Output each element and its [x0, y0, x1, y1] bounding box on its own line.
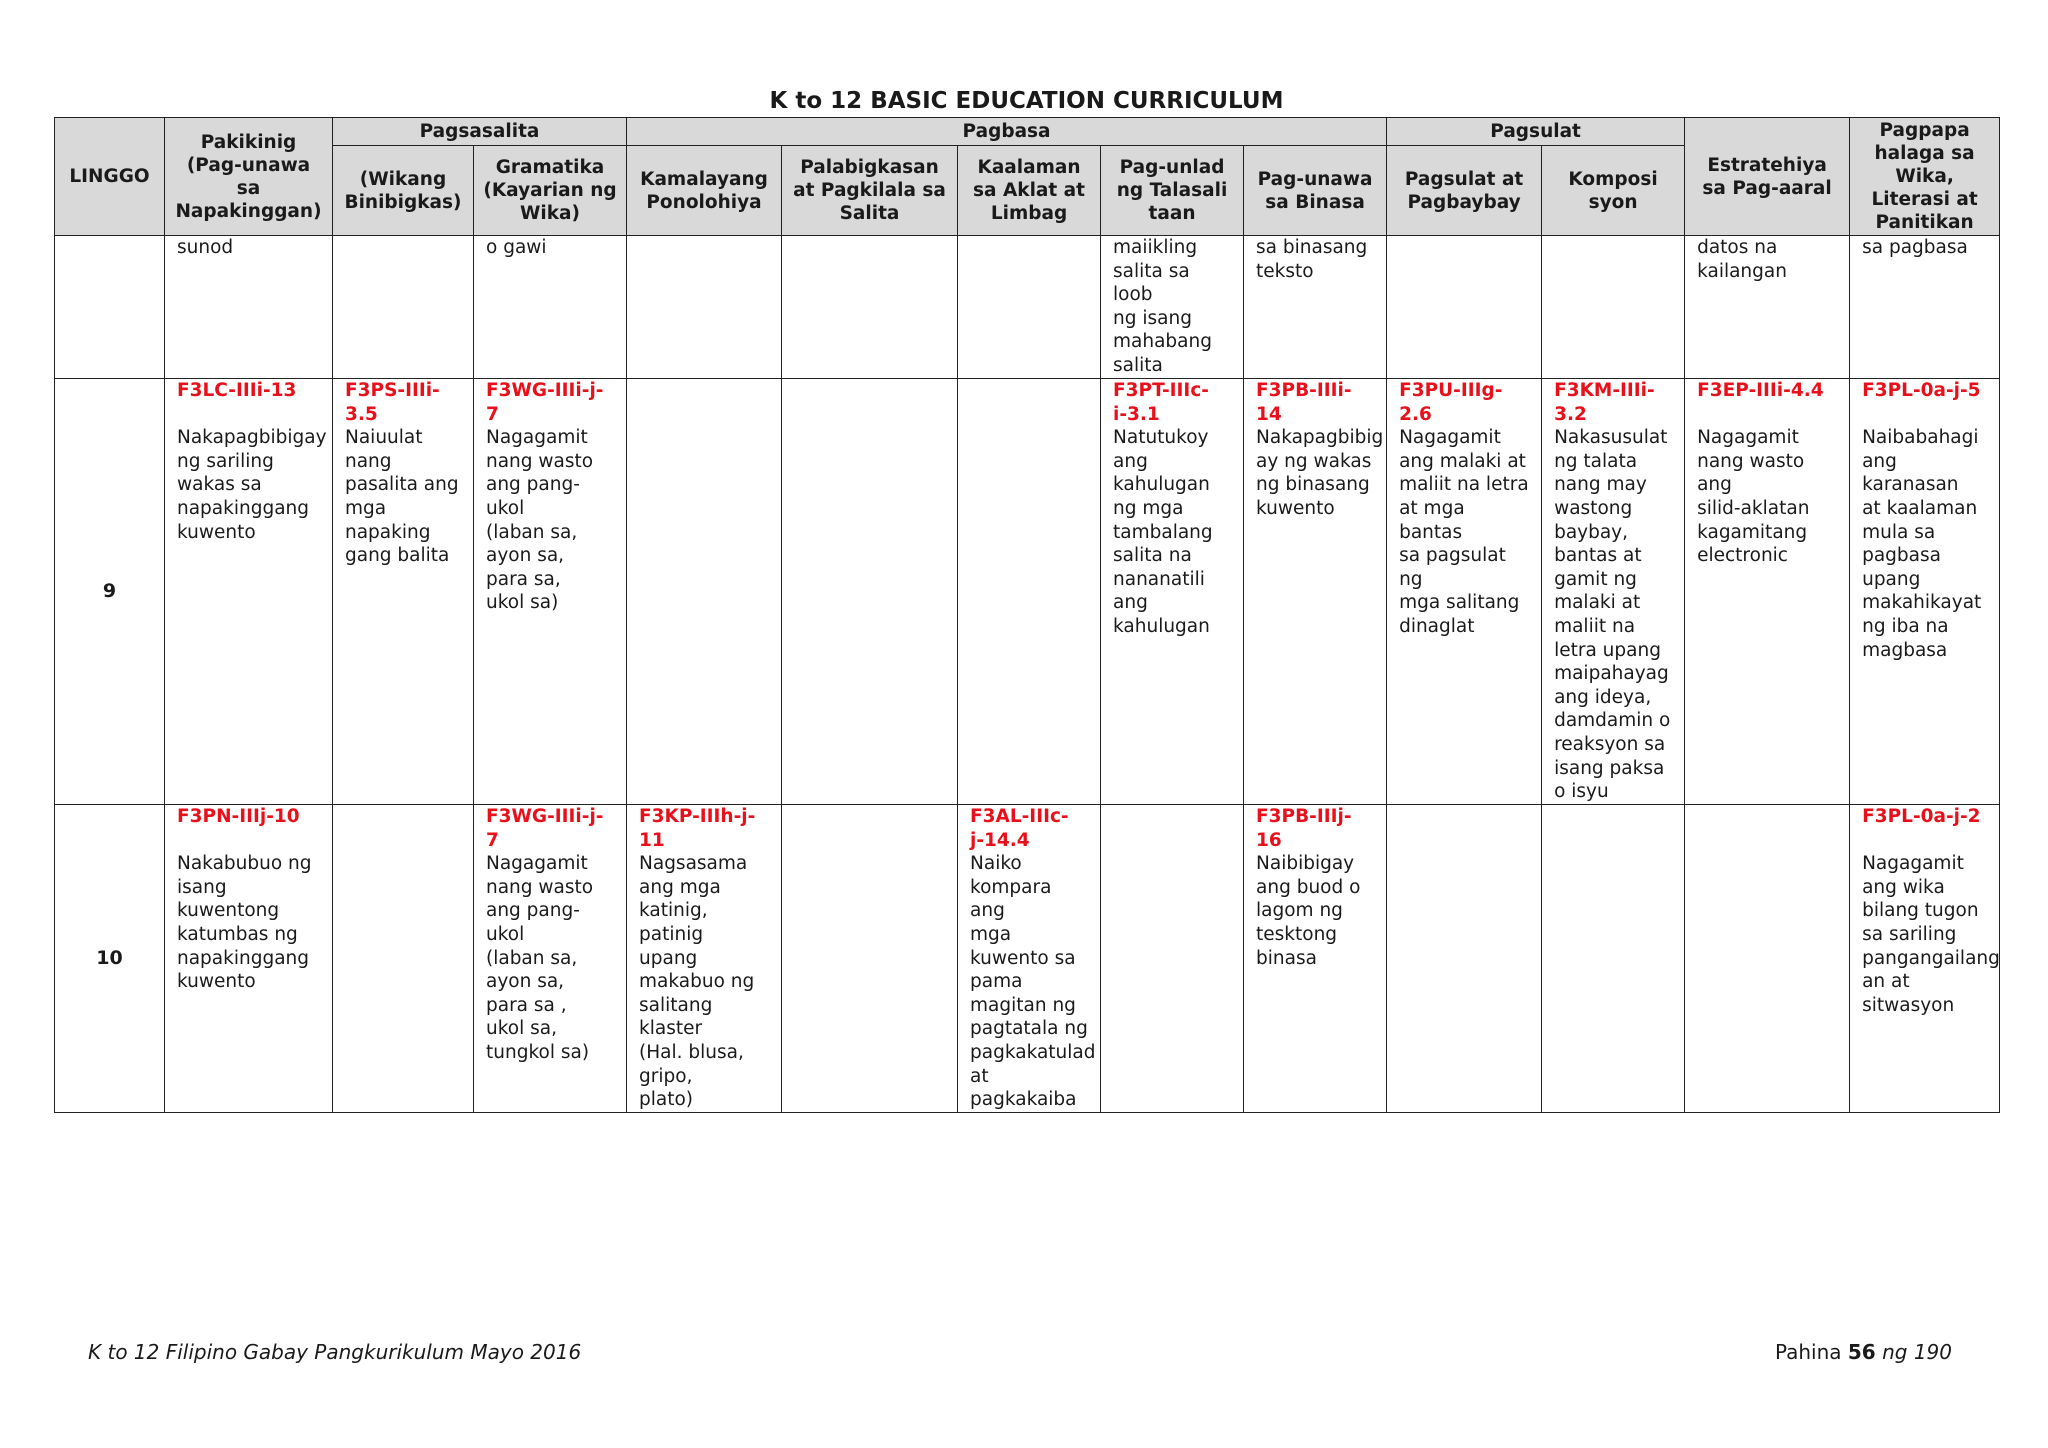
table-row [55, 379, 2000, 805]
table-cell [1101, 236, 1244, 379]
competency-code: F3PN-IIIj-10 [177, 806, 300, 827]
competency-code: F3PL-0a-j-2 [1862, 806, 1981, 827]
page-label: Pahina [1774, 1340, 1842, 1364]
table-cell [958, 379, 1101, 805]
table-cell [1685, 805, 1850, 1113]
competency-text: Nakasusulat ng talata nang may wastong baybay, bantas at gamit ng malaki at maliit na letra upang maipahayag ang ideya, damdamin o reaksyon sa isang paksa o isyu [1554, 427, 1671, 803]
competency-code: F3PB-IIIi- 14 [1256, 380, 1352, 425]
page-current: 56 [1847, 1340, 1876, 1364]
table-cell [1244, 236, 1387, 379]
header-pagsulat-at-pagbaybay: Pagsulat at Pagbaybay [1387, 146, 1542, 236]
competency-text: Naiuulat nang pasalita ang mga napaking gang balita [345, 427, 459, 567]
table-cell [958, 805, 1101, 1113]
page-total: ng 190 [1882, 1340, 1952, 1364]
competency-text: Nakapagbibig ay ng wakas ng binasang kuwento [1256, 427, 1384, 519]
table-cell [1387, 805, 1542, 1113]
competency-text: Natutukoy ang kahulugan ng mga tambalang salita na nananatili ang kahulugan [1113, 427, 1213, 637]
table-cell [1101, 805, 1244, 1113]
competency-text: Naiko kompara ang mga kuwento sa pama magitan ng pagtatala ng pagkakatulad at pagkakaiba [970, 853, 1096, 1111]
table-cell [782, 236, 958, 379]
competency-code: F3KM-IIIi- 3.2 [1554, 380, 1655, 425]
competency-text: Nagagamit ang wika bilang tugon sa sariling pangangailang an at sitwasyon [1862, 853, 2000, 1016]
competency-text: Nagagamit nang wasto ang silid-aklatan kagamitang electronic [1697, 427, 1810, 567]
competency-text: Nagagamit nang wasto ang pang-ukol (laban sa, ayon sa, para sa, ukol sa) [486, 427, 594, 614]
competency-text: Nakabubuo ng isang kuwentong katumbas ng napakinggang kuwento [177, 853, 312, 993]
table-cell [627, 236, 782, 379]
competency-text: sa pagbasa [1862, 237, 1968, 258]
week-cell [55, 236, 165, 379]
table-cell [627, 805, 782, 1113]
header-pakikinig: Pakikinig (Pag-unawa sa Napakinggan) [165, 118, 333, 236]
competency-code: F3PS-IIIi- 3.5 [345, 380, 440, 425]
header-palabigkasan: Palabigkasan at Pagkilala sa Salita [782, 146, 958, 236]
page-title: K to 12 BASIC EDUCATION CURRICULUM [769, 88, 1284, 114]
header-linggo: LINGGO [55, 118, 165, 236]
table-cell [1542, 379, 1685, 805]
header-pagsulat: Pagsulat [1387, 118, 1685, 146]
competency-text: Naibibigay ang buod o lagom ng tesktong binasa [1256, 853, 1361, 969]
table-cell [1101, 379, 1244, 805]
header-pagsasalita: Pagsasalita [333, 118, 627, 146]
table-cell [1244, 805, 1387, 1113]
competency-code: F3PB-IIIj- 16 [1256, 806, 1352, 851]
table-body [55, 236, 2000, 1113]
competency-code: F3EP-IIIi-4.4 [1697, 380, 1824, 401]
week-cell: 9 [55, 379, 165, 805]
competency-code: F3WG-IIIi-j- 7 [486, 380, 604, 425]
competency-code: F3PT-IIIc- i-3.1 [1113, 380, 1209, 425]
competency-text: sunod [177, 237, 234, 258]
header-pag-unlad: Pag-unlad ng Talasali taan [1101, 146, 1244, 236]
header-pagbasa: Pagbasa [627, 118, 1387, 146]
table-cell [1685, 379, 1850, 805]
header-pag-unawa: Pag-unawa sa Binasa [1244, 146, 1387, 236]
header-kaalaman: Kaalaman sa Aklat at Limbag [958, 146, 1101, 236]
table-cell [1387, 236, 1542, 379]
header-kamalayang-ponolohiya: Kamalayang Ponolohiya [627, 146, 782, 236]
table-cell [782, 379, 958, 805]
competency-code: F3KP-IIIh-j- 11 [639, 806, 756, 851]
table-cell [627, 379, 782, 805]
table-cell [1685, 236, 1850, 379]
competency-text: Naibabahagi ang karanasan at kaalaman mula sa pagbasa upang makahikayat ng iba na magbasa [1862, 427, 1982, 661]
competency-text: sa binasang teksto [1256, 237, 1368, 282]
competency-text: Nagagamit nang wasto ang pang-ukol (laban sa, ayon sa, para sa , ukol sa, tungkol sa) [486, 853, 594, 1063]
table-cell [165, 236, 333, 379]
table-cell [474, 805, 627, 1113]
competency-text: o gawi [486, 237, 547, 258]
week-cell: 10 [55, 805, 165, 1113]
header-pagpapahalaga: Pagpapa halaga sa Wika, Literasi at Panitikan [1850, 118, 2000, 236]
table-cell [1542, 805, 1685, 1113]
header-wikang-binibigkas: (Wikang Binibigkas) [333, 146, 474, 236]
competency-code: F3PU-IIIg- 2.6 [1399, 380, 1503, 425]
table-cell [1387, 379, 1542, 805]
table-cell [1850, 236, 2000, 379]
curriculum-table [54, 117, 2000, 1113]
competency-code: F3LC-IIIi-13 [177, 380, 297, 401]
header-estratehiya: Estratehiya sa Pag-aaral [1685, 118, 1850, 236]
table-cell [1850, 379, 2000, 805]
table-cell [333, 805, 474, 1113]
table-cell [782, 805, 958, 1113]
competency-text: datos na kailangan [1697, 237, 1787, 282]
table-cell [165, 805, 333, 1113]
table-cell [333, 236, 474, 379]
table-cell [1850, 805, 2000, 1113]
header-gramatika: Gramatika (Kayarian ng Wika) [474, 146, 627, 236]
competency-text: Nagsasama ang mga katinig, patinig upang makabuo ng salitang klaster (Hal. blusa, gripo, plato) [639, 853, 755, 1111]
table-cell [1542, 236, 1685, 379]
table-cell [333, 379, 474, 805]
competency-code: F3PL-0a-j-5 [1862, 380, 1981, 401]
table-cell [474, 379, 627, 805]
table-row [55, 236, 2000, 379]
header-komposisyon: Komposi syon [1542, 146, 1685, 236]
competency-code: F3WG-IIIi-j- 7 [486, 806, 604, 851]
competency-text: Nagagamit ang malaki at maliit na letra at mga bantas sa pagsulat ng mga salitang dinaglat [1399, 427, 1529, 637]
table-row [55, 805, 2000, 1113]
table-cell [474, 236, 627, 379]
footer-title: K to 12 Filipino Gabay Pangkurikulum Mayo 2016 [88, 1340, 582, 1364]
competency-text: Nakapagbibigay ng sariling wakas sa napakinggang kuwento [177, 427, 327, 543]
competency-text: maiikling salita sa loob ng isang mahabang salita [1113, 237, 1212, 376]
table-cell [958, 236, 1101, 379]
page-number [1772, 1340, 1952, 1364]
table-cell [165, 379, 333, 805]
competency-code: F3AL-IIIc- j-14.4 [970, 806, 1069, 851]
table-cell [1244, 379, 1387, 805]
